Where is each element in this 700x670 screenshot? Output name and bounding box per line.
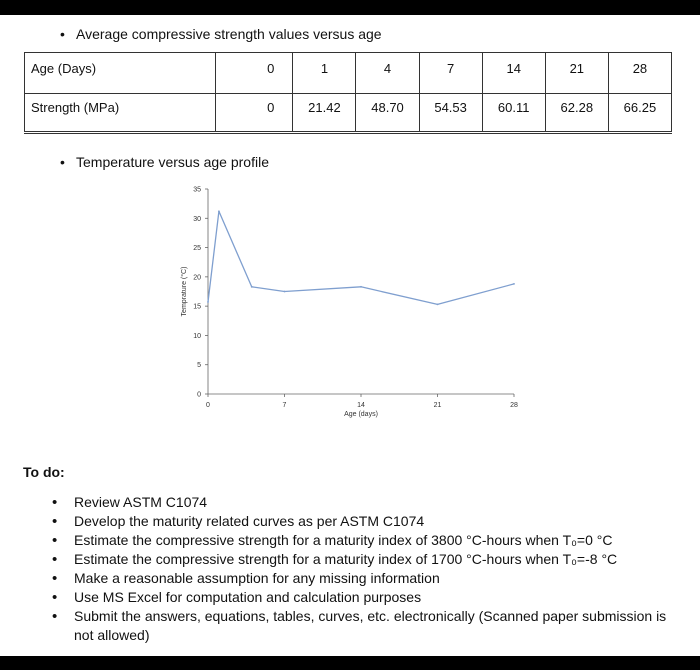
- table-cell: 4: [356, 53, 419, 94]
- table-row: [25, 53, 672, 94]
- table-cell: 66.25: [608, 94, 671, 133]
- bullet-marker: •: [60, 154, 65, 170]
- data-point: [218, 210, 220, 212]
- y-tick-label: 10: [193, 332, 201, 340]
- table-row: [25, 94, 672, 133]
- list-item: • Develop the maturity related curves as per ASTM C1074: [48, 512, 678, 531]
- y-tick-label: 0: [197, 391, 201, 399]
- strength-table: [24, 52, 672, 134]
- list-item: • Estimate the compressive strength for a maturity index of 3800 °C-hours when T₀=0 °C: [48, 531, 678, 550]
- table-cell: 62.28: [545, 94, 608, 133]
- data-point: [251, 286, 253, 288]
- table-cell: 1: [293, 53, 356, 94]
- y-tick-label: 30: [193, 215, 201, 223]
- data-point: [284, 291, 286, 293]
- todo-heading: To do:: [23, 464, 65, 480]
- table-cell: 14: [482, 53, 545, 94]
- y-tick-label: 20: [193, 274, 201, 282]
- table-cell: 7: [419, 53, 482, 94]
- x-tick-label: 0: [206, 402, 210, 409]
- x-tick-label: 14: [357, 402, 365, 409]
- x-tick-label: 28: [510, 402, 518, 409]
- temperature-section-heading: Temperature versus age profile: [76, 154, 269, 170]
- table-cell: 0: [216, 94, 293, 133]
- table-cell: 54.53: [419, 94, 482, 133]
- row-header-strength: Strength (MPa): [25, 94, 216, 133]
- data-point: [437, 303, 439, 305]
- y-tick-label: 5: [197, 362, 201, 370]
- list-item: • Use MS Excel for computation and calculation purposes: [48, 588, 678, 607]
- list-item: • Review ASTM C1074: [48, 493, 678, 512]
- data-point: [360, 286, 362, 288]
- x-tick-label: 7: [282, 402, 287, 409]
- bullet-marker: •: [60, 26, 65, 42]
- temperature-series-line: [208, 211, 514, 304]
- todo-list: [48, 493, 678, 645]
- row-header-age: Age (Days): [25, 53, 216, 94]
- y-tick-label: 15: [193, 303, 201, 311]
- list-item: • Make a reasonable assumption for any missing information: [48, 569, 678, 588]
- temperature-age-chart: [170, 180, 525, 430]
- y-tick-label: 25: [193, 245, 201, 253]
- data-point: [513, 283, 515, 285]
- list-item: • Submit the answers, equations, tables, curves, etc. electronically (Scanned paper submission is not allowed): [48, 607, 678, 645]
- top-black-band: [0, 0, 700, 15]
- table-cell: 21.42: [293, 94, 356, 133]
- y-axis-label: Temprature (°C): [181, 266, 188, 317]
- x-tick-label: 21: [433, 402, 442, 409]
- strength-section-heading: Average compressive strength values versus age: [76, 26, 382, 42]
- table-cell: 0: [216, 53, 293, 94]
- data-point: [207, 301, 209, 303]
- bottom-black-band: [0, 656, 700, 670]
- y-tick-label: 35: [193, 186, 201, 194]
- table-cell: 28: [608, 53, 671, 94]
- table-cell: 60.11: [482, 94, 545, 133]
- list-item: • Estimate the compressive strength for a maturity index of 1700 °C-hours when T₀=-8 °C: [48, 550, 678, 569]
- table-cell: 48.70: [356, 94, 419, 133]
- x-axis-label: Age (days): [344, 411, 378, 418]
- table-cell: 21: [545, 53, 608, 94]
